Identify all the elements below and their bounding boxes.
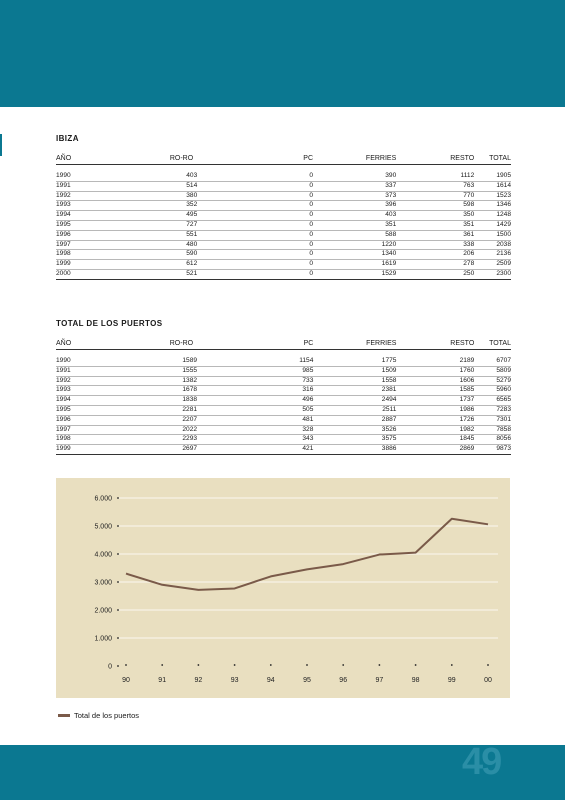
table-cell: 1429	[474, 220, 511, 230]
table-row	[56, 269, 511, 279]
table-cell: 1726	[396, 415, 474, 425]
table-row	[56, 230, 511, 240]
y-tick-mark	[117, 609, 119, 611]
table-cell: 1845	[396, 435, 474, 445]
table-cell: 351	[396, 220, 474, 230]
y-tick-mark	[117, 637, 119, 639]
x-tick-mark	[234, 664, 236, 666]
table-cell: 1999	[56, 445, 108, 455]
spacer-row	[56, 165, 511, 173]
table-cell: 1986	[396, 405, 474, 415]
column-header: PC	[221, 339, 313, 350]
table-cell: 380	[108, 191, 221, 201]
table-row	[56, 445, 511, 455]
table-cell: 1154	[221, 357, 313, 366]
x-tick-mark	[451, 664, 453, 666]
table-row	[56, 357, 511, 366]
table-cell: 343	[221, 435, 313, 445]
table-cell: 1997	[56, 240, 108, 250]
table-cell: 206	[396, 250, 474, 260]
table-cell: 250	[396, 269, 474, 279]
y-tick-mark	[117, 581, 119, 583]
table-cell: 2000	[56, 269, 108, 279]
x-tick-label: 96	[339, 677, 348, 684]
x-tick-label: 97	[375, 677, 384, 684]
table-cell: 1905	[474, 172, 511, 181]
table-cell: 403	[313, 211, 396, 221]
table-cell: 1996	[56, 415, 108, 425]
y-tick-label: 3.000	[94, 579, 112, 587]
y-tick-label: 1.000	[94, 635, 112, 643]
table-cell: 551	[108, 230, 221, 240]
table-cell: 588	[313, 230, 396, 240]
table-cell: 1112	[396, 172, 474, 181]
table-row	[56, 396, 511, 406]
table-cell: 1998	[56, 250, 108, 260]
table-cell: 2381	[313, 386, 396, 396]
table-cell: 7858	[474, 425, 511, 435]
y-tick-mark	[117, 665, 119, 667]
table-cell: 278	[396, 260, 474, 270]
x-tick-mark	[342, 664, 344, 666]
table-cell: 2281	[108, 405, 221, 415]
table-cell: 2189	[396, 357, 474, 366]
table-row	[56, 260, 511, 270]
table-cell: 763	[396, 181, 474, 191]
table-cell: 1995	[56, 405, 108, 415]
x-tick-label: 95	[303, 677, 311, 684]
table-cell: 350	[396, 211, 474, 221]
table-cell: 1775	[313, 357, 396, 366]
table-cell: 5960	[474, 386, 511, 396]
table-cell: 1993	[56, 201, 108, 211]
table-cell: 1509	[313, 366, 396, 376]
table-cell: 1995	[56, 220, 108, 230]
table-row	[56, 366, 511, 376]
table-cell: 1992	[56, 191, 108, 201]
table-cell: 2022	[108, 425, 221, 435]
table-cell: 2293	[108, 435, 221, 445]
x-tick-mark	[125, 664, 127, 666]
side-marker	[0, 134, 2, 156]
x-tick-label: 00	[484, 677, 492, 684]
table-cell: 496	[221, 396, 313, 406]
y-tick-label: 5.000	[94, 523, 112, 531]
table-row	[56, 435, 511, 445]
table-cell: 521	[108, 269, 221, 279]
table-row	[56, 415, 511, 425]
table-cell: 2509	[474, 260, 511, 270]
table-cell: 1382	[108, 376, 221, 386]
table-row	[56, 201, 511, 211]
table-cell: 421	[221, 445, 313, 455]
table-cell: 1996	[56, 230, 108, 240]
table-cell: 1558	[313, 376, 396, 386]
table-cell: 505	[221, 405, 313, 415]
column-header: AÑO	[56, 339, 108, 350]
table-cell: 1760	[396, 366, 474, 376]
table-cell: 733	[221, 376, 313, 386]
column-header: PC	[221, 154, 313, 165]
table-cell: 1589	[108, 357, 221, 366]
x-tick-label: 90	[122, 677, 130, 684]
x-tick-label: 93	[230, 677, 239, 684]
table-cell: 373	[313, 191, 396, 201]
table-cell: 1500	[474, 230, 511, 240]
table-cell: 1619	[313, 260, 396, 270]
table-cell: 3526	[313, 425, 396, 435]
column-header: RESTO	[396, 154, 474, 165]
x-tick-mark	[487, 664, 489, 666]
line-chart	[56, 478, 510, 698]
column-header: RO-RO	[108, 154, 221, 165]
table-cell: 390	[313, 172, 396, 181]
table-cell: 1220	[313, 240, 396, 250]
x-tick-mark	[379, 664, 381, 666]
table-cell: 6707	[474, 357, 511, 366]
table-cell: 1999	[56, 260, 108, 270]
legend-swatch	[58, 714, 70, 717]
table-cell: 1346	[474, 201, 511, 211]
x-tick-mark	[270, 664, 272, 666]
page-number: 49	[462, 741, 501, 783]
table-cell: 481	[221, 415, 313, 425]
table-cell: 0	[221, 240, 313, 250]
table-cell: 5279	[474, 376, 511, 386]
table-cell: 1994	[56, 211, 108, 221]
table-cell: 2511	[313, 405, 396, 415]
table-row	[56, 181, 511, 191]
table-cell: 2887	[313, 415, 396, 425]
column-header: TOTAL	[474, 339, 511, 350]
table-row	[56, 376, 511, 386]
total-title: TOTAL DE LOS PUERTOS	[56, 319, 163, 328]
table-row	[56, 191, 511, 201]
x-tick-label: 91	[158, 677, 167, 684]
x-tick-label: 98	[411, 677, 420, 684]
table-row	[56, 172, 511, 181]
table-cell: 1994	[56, 396, 108, 406]
table-cell: 1523	[474, 191, 511, 201]
table-cell: 1678	[108, 386, 221, 396]
table-cell: 3575	[313, 435, 396, 445]
table-cell: 480	[108, 240, 221, 250]
table-row	[56, 240, 511, 250]
table-cell: 2869	[396, 445, 474, 455]
table-cell: 5809	[474, 366, 511, 376]
table-cell: 1990	[56, 172, 108, 181]
table-cell: 1998	[56, 435, 108, 445]
table-cell: 770	[396, 191, 474, 201]
spacer-row	[56, 350, 511, 358]
table-cell: 1614	[474, 181, 511, 191]
table-row	[56, 211, 511, 221]
table-cell: 1997	[56, 425, 108, 435]
ibiza-title: IBIZA	[56, 134, 79, 143]
table-cell: 6565	[474, 396, 511, 406]
table-row	[56, 425, 511, 435]
table-cell: 0	[221, 260, 313, 270]
table-cell: 2038	[474, 240, 511, 250]
column-header: RESTO	[396, 339, 474, 350]
table-cell: 9873	[474, 445, 511, 455]
table-cell: 0	[221, 269, 313, 279]
table-cell: 1737	[396, 396, 474, 406]
x-tick-mark	[198, 664, 200, 666]
column-header: FERRIES	[313, 339, 396, 350]
table-cell: 1606	[396, 376, 474, 386]
table-cell: 0	[221, 230, 313, 240]
table-row	[56, 220, 511, 230]
table-cell: 8056	[474, 435, 511, 445]
table-cell: 338	[396, 240, 474, 250]
table-cell: 0	[221, 211, 313, 221]
table-cell: 0	[221, 250, 313, 260]
table-cell: 514	[108, 181, 221, 191]
table-cell: 1992	[56, 376, 108, 386]
table-cell: 0	[221, 181, 313, 191]
y-tick-mark	[117, 553, 119, 555]
table-cell: 396	[313, 201, 396, 211]
y-tick-mark	[117, 497, 119, 499]
table-cell: 0	[221, 201, 313, 211]
table-cell: 495	[108, 211, 221, 221]
table-cell: 3886	[313, 445, 396, 455]
table-cell: 612	[108, 260, 221, 270]
table-row	[56, 386, 511, 396]
table-cell: 1991	[56, 366, 108, 376]
table-cell: 2494	[313, 396, 396, 406]
column-header: TOTAL	[474, 154, 511, 165]
table-cell: 1991	[56, 181, 108, 191]
table-row	[56, 405, 511, 415]
x-tick-label: 94	[266, 677, 275, 684]
table-cell: 2136	[474, 250, 511, 260]
table-cell: 590	[108, 250, 221, 260]
table-cell: 0	[221, 220, 313, 230]
table-cell: 1990	[56, 357, 108, 366]
column-header: FERRIES	[313, 154, 396, 165]
table-cell: 1529	[313, 269, 396, 279]
x-tick-mark	[415, 664, 417, 666]
table-cell: 1340	[313, 250, 396, 260]
table-cell: 0	[221, 172, 313, 181]
x-tick-mark	[306, 664, 308, 666]
table-cell: 7301	[474, 415, 511, 425]
table-cell: 1993	[56, 386, 108, 396]
x-tick-label: 99	[447, 677, 456, 684]
table-cell: 727	[108, 220, 221, 230]
table-cell: 1248	[474, 211, 511, 221]
table-cell: 328	[221, 425, 313, 435]
table-cell: 598	[396, 201, 474, 211]
table-cell: 7283	[474, 405, 511, 415]
y-tick-label: 6.000	[94, 495, 112, 503]
x-tick-mark	[161, 664, 163, 666]
table-cell: 352	[108, 201, 221, 211]
table-cell: 1838	[108, 396, 221, 406]
table-row	[56, 250, 511, 260]
table-cell: 2300	[474, 269, 511, 279]
table-cell: 361	[396, 230, 474, 240]
y-tick-label: 2.000	[94, 607, 112, 615]
header-band	[0, 0, 565, 107]
column-header: AÑO	[56, 154, 108, 165]
total-table	[56, 339, 511, 455]
table-cell: 316	[221, 386, 313, 396]
y-tick-mark	[117, 525, 119, 527]
table-cell: 351	[313, 220, 396, 230]
ibiza-table	[56, 154, 511, 280]
table-cell: 2697	[108, 445, 221, 455]
y-tick-label: 4.000	[94, 551, 112, 559]
chart-panel	[56, 478, 510, 698]
table-cell: 337	[313, 181, 396, 191]
table-cell: 2207	[108, 415, 221, 425]
table-cell: 1555	[108, 366, 221, 376]
chart-legend	[58, 711, 139, 720]
legend-label: Total de los puertos	[74, 711, 140, 720]
table-cell: 1585	[396, 386, 474, 396]
table-cell: 985	[221, 366, 313, 376]
y-tick-label: 0	[108, 663, 112, 671]
table-cell: 1982	[396, 425, 474, 435]
table-cell: 0	[221, 191, 313, 201]
table-cell: 403	[108, 172, 221, 181]
x-tick-label: 92	[194, 677, 203, 684]
column-header: RO-RO	[108, 339, 221, 350]
